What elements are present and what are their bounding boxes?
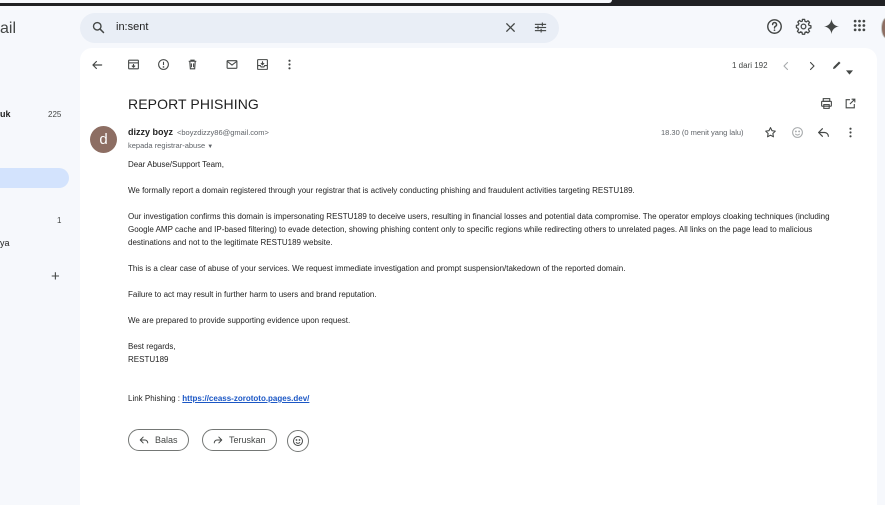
chevron-right-icon[interactable] (806, 59, 818, 77)
search-input[interactable] (116, 21, 416, 33)
sender-name: dizzy boyz (128, 127, 174, 137)
apps-grid-icon[interactable] (852, 18, 867, 38)
pencil-icon[interactable] (831, 58, 843, 76)
search-options-icon[interactable] (533, 20, 548, 40)
chevron-left-icon[interactable] (780, 59, 792, 77)
browser-tab-edge (0, 0, 612, 3)
move-to-icon[interactable] (256, 58, 269, 76)
phishing-link[interactable]: https://ceass-zorototo.pages.dev/ (182, 394, 310, 403)
email-body-paragraph: Our investigation confirms this domain is impersonating RESTU189 to deceive users, resulting in financial losses and potential data compromise. The operator employs cloaking techniques (including Google AMP cache and IP-based filtering) to evade detection, showing phishing content only to specific regions while redirecting others to unrelated pages. All links on the page lead to malicious destinations and not to the legitimate RESTU189 website. (128, 212, 830, 247)
back-arrow-icon[interactable] (90, 58, 104, 77)
account-avatar[interactable] (881, 17, 885, 39)
chevron-down-icon[interactable] (846, 62, 853, 80)
reply-button-label: Balas (155, 435, 178, 445)
email-closing: Best regards, (128, 342, 176, 351)
recipient-line[interactable] (128, 141, 213, 150)
forward-button-label: Teruskan (229, 435, 266, 445)
sender-email: <boyzdizzy86@gmail.com> (177, 128, 269, 137)
sidebar-item-inbox-count: 225 (48, 110, 62, 119)
reply-icon[interactable] (817, 126, 830, 144)
emoji-react-icon[interactable] (791, 126, 804, 144)
search-bar[interactable] (80, 13, 559, 43)
sender-avatar[interactable]: d (90, 126, 117, 153)
browser-top-strip (0, 0, 885, 6)
email-body-paragraph: We are prepared to provide supporting evidence upon request. (128, 316, 351, 325)
emoji-reaction-button[interactable] (287, 430, 309, 452)
email-body-paragraph: Failure to act may result in further harm to users and brand reputation. (128, 290, 377, 299)
add-label-plus-icon[interactable]: + (51, 268, 60, 285)
sidebar-item-more[interactable]: ya (0, 238, 10, 248)
message-more-icon[interactable] (844, 126, 857, 144)
email-body-paragraph: This is a clear case of abuse of your services. We request immediate investigation and prompt suspension/takedown of the reported domain. (128, 264, 626, 273)
phishing-link-line (128, 392, 853, 405)
sidebar (0, 6, 80, 505)
search-icon[interactable] (91, 20, 106, 40)
forward-button[interactable] (202, 429, 277, 451)
email-view-panel (80, 48, 877, 505)
gemini-sparkle-icon[interactable] (823, 18, 840, 40)
help-icon[interactable] (766, 18, 783, 40)
more-vert-icon[interactable] (283, 58, 296, 76)
delete-icon[interactable] (186, 58, 199, 76)
phishing-link-label: Link Phishing : (128, 394, 183, 403)
sidebar-item-inbox[interactable]: uk (0, 109, 11, 119)
pagination-text: 1 dari 192 (732, 61, 768, 70)
archive-icon[interactable] (127, 58, 140, 76)
forward-arrow-icon (213, 435, 223, 445)
report-spam-icon[interactable] (157, 58, 170, 76)
reply-arrow-icon (139, 435, 149, 445)
email-body-paragraph: We formally report a domain registered through your registrar that is actively conducting phishing and fraudulent activities targeting RESTU189. (128, 186, 635, 195)
clear-search-icon[interactable] (503, 20, 518, 40)
email-timestamp: 18.30 (0 menit yang lalu) (661, 128, 744, 137)
star-icon[interactable] (764, 126, 777, 144)
gear-icon[interactable] (795, 18, 812, 40)
smiley-icon (292, 435, 304, 447)
recipient-text: kepada registrar-abuse (128, 141, 206, 150)
sidebar-item-sent-active[interactable] (0, 168, 69, 188)
recipient-chevron-icon[interactable]: ▼ (207, 144, 214, 150)
email-signature: RESTU189 (128, 355, 169, 364)
email-subject: REPORT PHISHING (128, 96, 259, 112)
mark-unread-icon[interactable] (225, 58, 239, 76)
sidebar-item-count: 1 (57, 216, 62, 225)
reply-button[interactable] (128, 429, 189, 451)
open-new-window-icon[interactable] (844, 97, 857, 115)
gmail-logo: ail (0, 20, 17, 37)
email-body-greeting: Dear Abuse/Support Team, (128, 160, 224, 169)
print-icon[interactable] (820, 97, 833, 115)
